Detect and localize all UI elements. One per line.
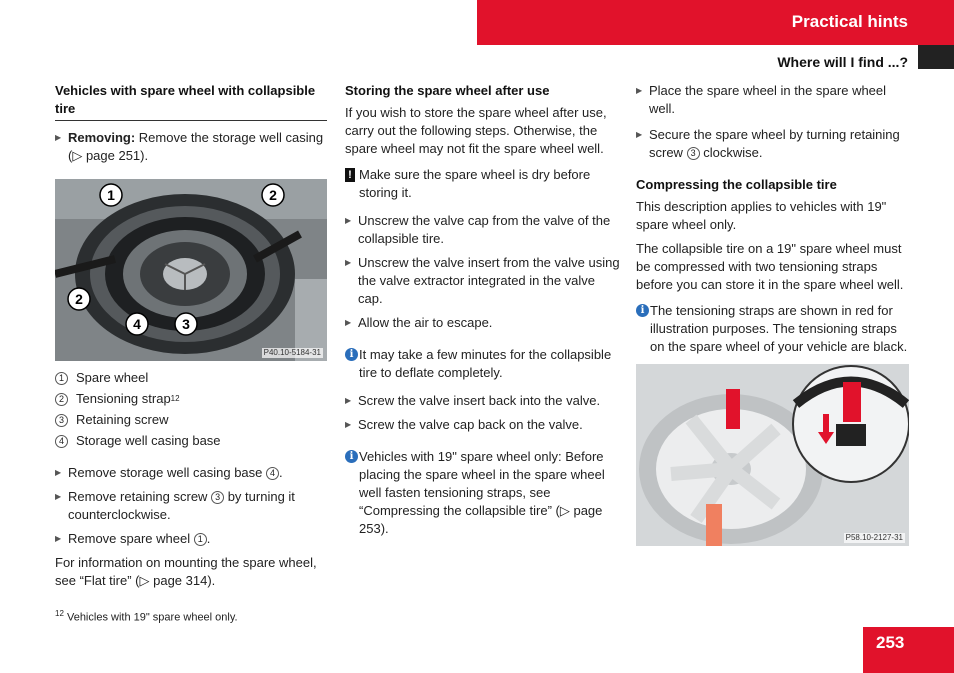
step-text: clockwise.: [703, 145, 763, 160]
svg-text:2: 2: [75, 291, 83, 307]
legend-number: 3: [55, 414, 68, 427]
tensioning-strap-photo: [636, 364, 909, 546]
warning-note: [345, 166, 620, 202]
info-note: [345, 346, 620, 382]
warning-icon: !: [345, 168, 355, 182]
step-removing-label: Removing:: [68, 130, 136, 145]
step-screw-valve-insert: ▶ Screw the valve insert back into the valve.: [345, 392, 620, 410]
spare-wheel-photo: [55, 179, 327, 361]
legend: [55, 369, 327, 450]
svg-text:2: 2: [269, 187, 277, 203]
legend-number: 2: [55, 393, 68, 406]
step-text: by turning it counterclockwise.: [68, 489, 295, 522]
heading-storing: Storing the spare wheel after use: [345, 83, 550, 98]
photo-code: P40.10-5184-31: [263, 348, 321, 357]
step-text: Remove storage well casing base: [68, 465, 263, 480]
step-allow-air-escape: ▶ Allow the air to escape.: [345, 314, 620, 332]
footnote-text: Vehicles with 19" spare wheel only.: [66, 611, 238, 624]
footnote: [55, 605, 238, 627]
warning-text: Make sure the spare wheel is dry before storing it.: [359, 167, 591, 200]
info-icon: i: [345, 348, 358, 361]
chapter-tab: [918, 45, 954, 69]
column-2: [345, 82, 620, 544]
footnote-number: 12: [55, 609, 64, 618]
storing-intro: If you wish to store the spare wheel after use, carry out the following steps. Otherwise, the spare wheel may not fit the spare wheel well.: [345, 105, 607, 156]
step-ref-number: 3: [211, 491, 224, 504]
svg-text:3: 3: [182, 316, 190, 332]
subsection-title: Where will I find ...?: [777, 54, 908, 70]
photo-code: P58.10-2127-31: [845, 533, 903, 542]
compressing-p1: This description applies to vehicles with 19" spare wheel only.: [636, 199, 887, 232]
step-text: Secure the spare wheel by turning retaining screw: [649, 127, 900, 160]
legend-label: Retaining screw: [76, 412, 169, 427]
legend-number: 4: [55, 435, 68, 448]
step-text: .: [206, 531, 211, 546]
mounting-info: For information on mounting the spare wheel, see “Flat tire” (▷ page 314).: [55, 555, 317, 588]
heading-spare-wheel: Vehicles with spare wheel with collapsible tire: [55, 82, 327, 121]
step-unscrew-valve-insert: ▶ Unscrew the valve insert from the valve using the valve extractor integrated in the valve cap.: [345, 254, 620, 308]
info-note: [636, 302, 911, 356]
step-screw-valve-cap: ▶ Screw the valve cap back on the valve.: [345, 416, 620, 434]
step-ref-number: 3: [687, 147, 700, 160]
info-icon: i: [345, 450, 358, 463]
legend-label: Storage well casing base: [76, 433, 221, 448]
compressing-p2: The collapsible tire on a 19" spare wheel must be compressed with two tensioning straps before you can store it in the spare wheel well.: [636, 241, 904, 292]
step-remove-retaining-screw: [55, 488, 327, 524]
page-number: 253: [876, 633, 905, 652]
step-place-spare-wheel: ▶ Place the spare wheel in the spare wheel well.: [636, 82, 911, 118]
info-text: It may take a few minutes for the collapsible tire to deflate completely.: [359, 347, 612, 380]
step-removing-text: Remove the storage well casing (▷ page 251).: [68, 130, 324, 163]
column-3: [636, 82, 911, 546]
info-note: [345, 448, 620, 538]
heading-compressing: Compressing the collapsible tire: [636, 177, 837, 192]
column-1: [55, 82, 327, 596]
section-title: Practical hints: [791, 12, 908, 31]
spare-wheel-illustration: [55, 179, 327, 361]
step-ref-number: 1: [194, 533, 207, 546]
step-text: Remove retaining screw: [68, 489, 208, 504]
legend-label: Tensioning strap: [76, 391, 171, 406]
step-remove-casing-base: [55, 464, 327, 482]
step-text: Remove spare wheel: [68, 531, 191, 546]
step-remove-spare-wheel: [55, 530, 327, 548]
step-secure-spare-wheel: [636, 126, 911, 162]
step-unscrew-valve-cap: ▶ Unscrew the valve cap from the valve of the collapsible tire.: [345, 212, 620, 248]
legend-item: [55, 411, 327, 429]
svg-text:1: 1: [107, 187, 115, 203]
legend-label: Spare wheel: [76, 370, 149, 385]
step-ref-number: 4: [266, 467, 279, 480]
footnote-ref: 12: [170, 394, 180, 403]
info-text: Vehicles with 19" spare wheel only: Before placing the spare wheel in the spare wheel well fasten tensioning straps, see “Compressing the collapsible tire” (▷ page 253).: [359, 449, 605, 536]
legend-number: 1: [55, 372, 68, 385]
info-icon: i: [636, 304, 649, 317]
step-text: .: [279, 465, 283, 480]
svg-text:4: 4: [133, 316, 141, 332]
legend-item: [55, 390, 327, 408]
tensioning-strap-illustration: [636, 364, 909, 546]
step-removing: [55, 129, 327, 165]
info-text: The tensioning straps are shown in red for illustration purposes. The tensioning straps on the spare wheel of your vehicle are black.: [650, 303, 908, 354]
legend-item: [55, 432, 327, 450]
legend-item: [55, 369, 327, 387]
